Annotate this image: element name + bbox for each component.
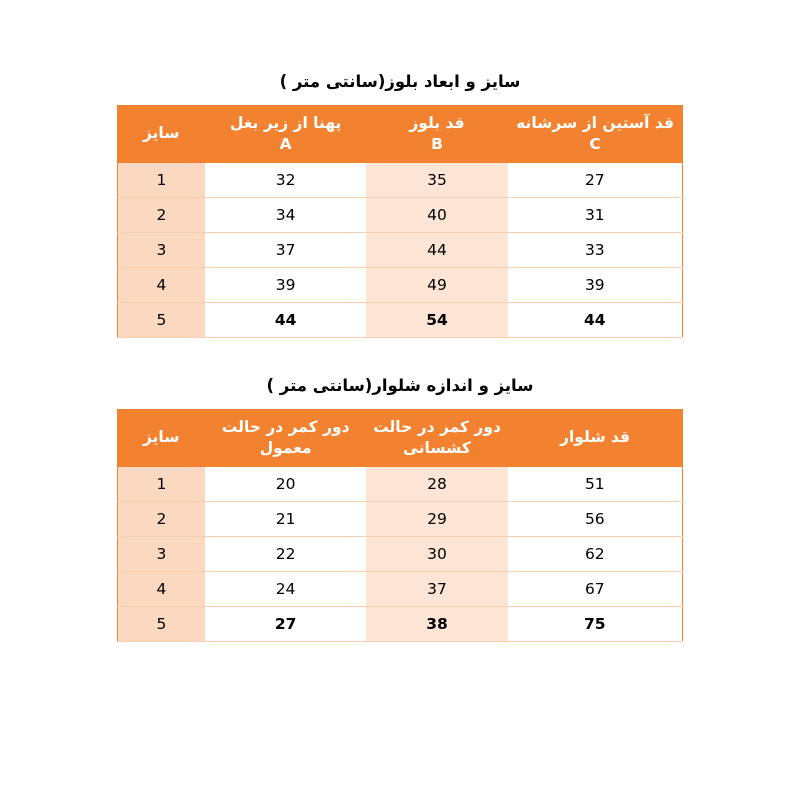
cell-size: 3 — [118, 232, 205, 267]
table-row — [118, 197, 683, 232]
table-header-row — [118, 106, 683, 163]
column-header-sleeve-length — [508, 106, 683, 163]
table-row — [118, 606, 683, 641]
cell-pants-length: 75 — [508, 606, 683, 641]
table-header-row — [118, 409, 683, 466]
table-row — [118, 571, 683, 606]
cell-pants-length: 56 — [508, 501, 683, 536]
cell-sleeve-length: 33 — [508, 232, 683, 267]
cell-waist-normal: 24 — [205, 571, 366, 606]
cell-size: 4 — [118, 267, 205, 302]
cell-waist-normal: 20 — [205, 466, 366, 501]
cell-size: 5 — [118, 606, 205, 641]
blouse-table-caption: سایز و ابعاد بلوز(سانتی متر ) — [279, 72, 521, 91]
cell-pants-length: 67 — [508, 571, 683, 606]
cell-blouse-length: 49 — [366, 267, 507, 302]
pants-table-caption: سایز و اندازه شلوار(سانتی متر ) — [266, 375, 534, 395]
cell-sleeve-length: 39 — [508, 267, 683, 302]
cell-underarm-width: 39 — [205, 267, 366, 302]
column-header-waist-normal — [205, 409, 366, 466]
cell-underarm-width: 44 — [205, 302, 366, 337]
column-header-pants-length — [508, 409, 683, 466]
cell-size: 2 — [118, 197, 205, 232]
column-header-label: سایز — [142, 428, 180, 447]
cell-size: 3 — [118, 536, 205, 571]
column-header-label: قد شلوار — [560, 428, 631, 447]
column-header-code: B — [431, 134, 443, 153]
cell-waist-normal: 21 — [205, 501, 366, 536]
cell-blouse-length: 40 — [366, 197, 507, 232]
pants-size-table — [117, 409, 683, 642]
column-header-size — [118, 106, 205, 163]
cell-waist-stretched: 28 — [366, 466, 507, 501]
cell-waist-stretched: 37 — [366, 571, 507, 606]
column-header-code: C — [589, 134, 601, 153]
blouse-size-block — [117, 72, 683, 338]
cell-size: 4 — [118, 571, 205, 606]
cell-blouse-length: 54 — [366, 302, 507, 337]
table-row — [118, 302, 683, 337]
cell-underarm-width: 37 — [205, 232, 366, 267]
cell-underarm-width: 32 — [205, 162, 366, 197]
cell-sleeve-length: 31 — [508, 197, 683, 232]
pants-size-block — [117, 376, 683, 642]
table-row — [118, 501, 683, 536]
cell-waist-normal: 27 — [205, 606, 366, 641]
cell-waist-stretched: 30 — [366, 536, 507, 571]
column-header-label: سایز — [142, 124, 180, 143]
cell-size: 1 — [118, 162, 205, 197]
cell-size: 5 — [118, 302, 205, 337]
cell-underarm-width: 34 — [205, 197, 366, 232]
column-header-label: پهنا از زیر بغل — [229, 114, 342, 132]
table-row — [118, 466, 683, 501]
column-header-blouse-length — [366, 106, 507, 163]
column-header-waist-stretched — [366, 409, 507, 466]
cell-size: 2 — [118, 501, 205, 536]
table-row — [118, 267, 683, 302]
column-header-code: A — [279, 134, 292, 153]
column-header-label: دور کمر در حالت معمول — [221, 417, 350, 457]
blouse-size-table — [117, 105, 683, 338]
column-header-label: دور کمر در حالت کشسانی — [373, 417, 501, 457]
column-header-label: قد آستین از سرشانه — [516, 114, 674, 132]
column-header-label: قد بلوز — [409, 114, 465, 132]
table-row — [118, 232, 683, 267]
cell-size: 1 — [118, 466, 205, 501]
table-row — [118, 536, 683, 571]
cell-sleeve-length: 27 — [508, 162, 683, 197]
cell-waist-normal: 22 — [205, 536, 366, 571]
column-header-size — [118, 409, 205, 466]
cell-waist-stretched: 38 — [366, 606, 507, 641]
cell-pants-length: 62 — [508, 536, 683, 571]
column-header-underarm-width — [205, 106, 366, 163]
cell-pants-length: 51 — [508, 466, 683, 501]
cell-waist-stretched: 29 — [366, 501, 507, 536]
table-row — [118, 162, 683, 197]
cell-sleeve-length: 44 — [508, 302, 683, 337]
cell-blouse-length: 35 — [366, 162, 507, 197]
cell-blouse-length: 44 — [366, 232, 507, 267]
